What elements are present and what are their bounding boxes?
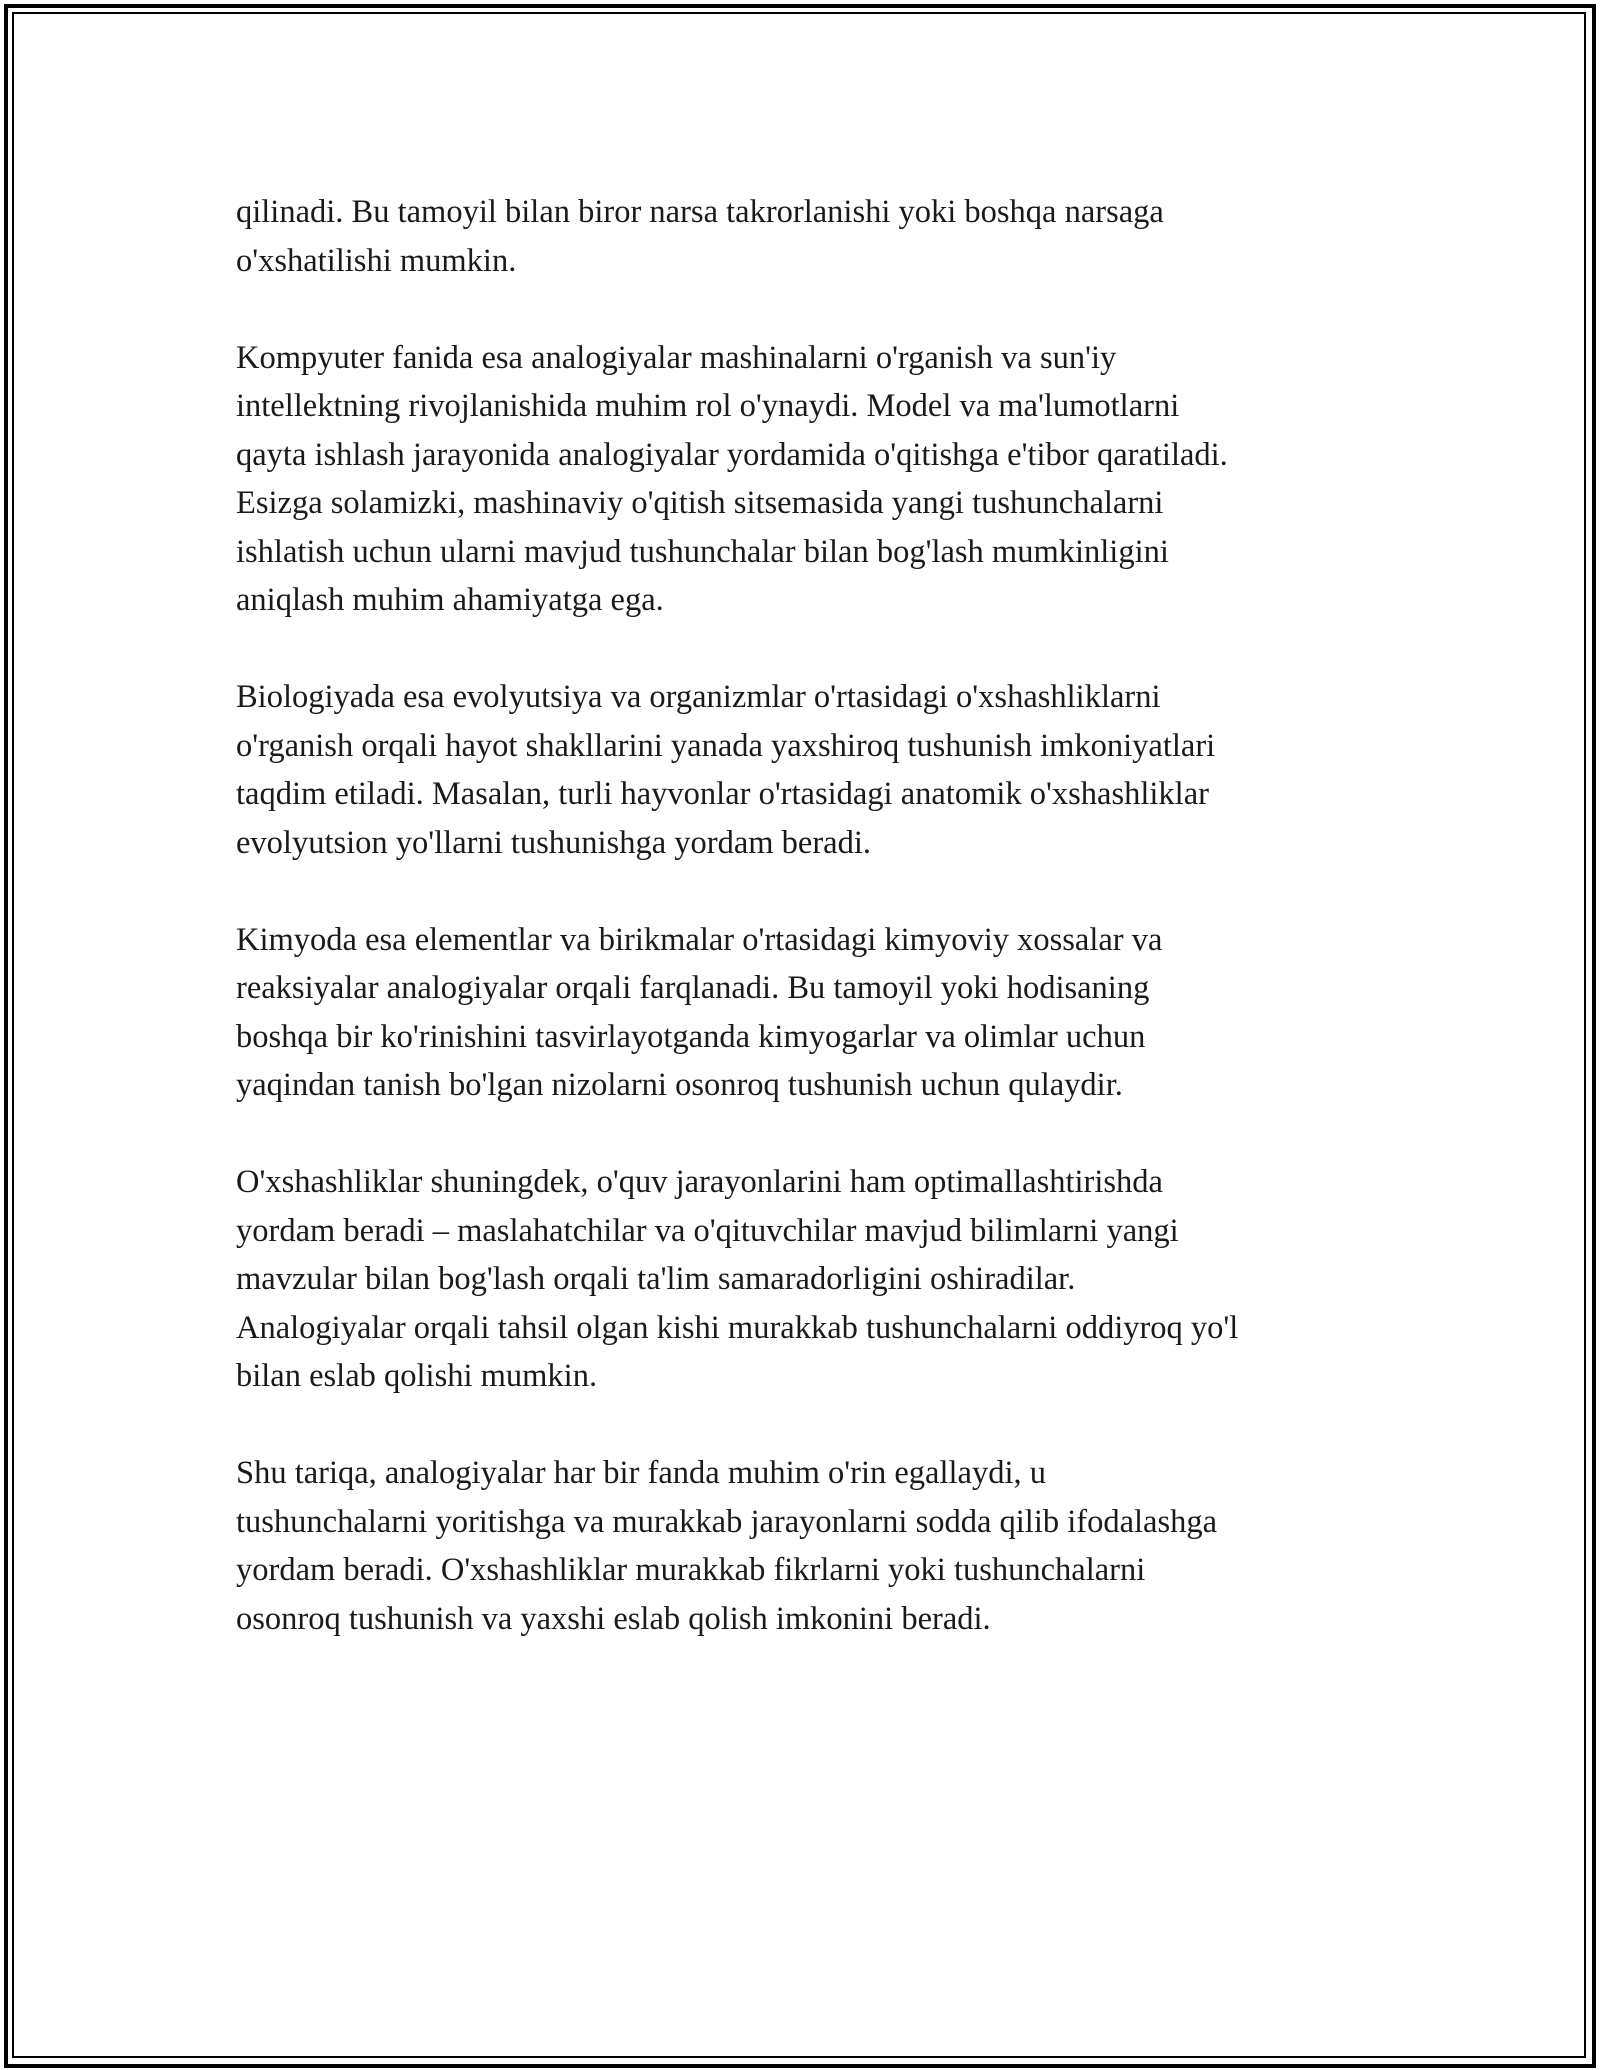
paragraph-4: Kimyoda esa elementlar va birikmalar o'rtasidagi kimyoviy xossalar va reaksiyalar analogiyalar orqali farqlanadi. Bu tamoyil yoki hodisaning boshqa bir ko'rinishini tasvirlayotganda kimyogarlar va olimlar uchun yaqindan tanish bo'lgan nizolarni osonroq tushunish uchun qulaydir.: [236, 921, 1163, 1103]
document-body: [236, 188, 1396, 1692]
paragraph-3: Biologiyada esa evolyutsiya va organizmlar o'rtasidagi o'xshashliklarni o'rganish orqali hayot shakllarini yanada yaxshiroq tushunish imkoniyatlari taqdim etiladi. Masalan, turli hayvonlar o'rtasidagi anatomik o'xshashliklar evolyutsion yo'llarni tushunishga yordam beradi.: [236, 679, 1216, 861]
paragraph-1: qilinadi. Bu tamoyil bilan biror narsa takrorlanishi yoki boshqa narsaga o'xshatilishi mumkin.: [236, 194, 1164, 279]
paragraph-2: Kompyuter fanida esa analogiyalar mashinalarni o'rganish va sun'iy intellektning rivojlanishida muhim rol o'ynaydi. Model va ma'lumotlarni qayta ishlash jarayonida analogiyalar yordamida o'qitishga e'tibor qaratiladi. Esizga solamizki, mashinaviy o'qitish sitsemasida yangi tushunchalarni ishlatish uchun ularni mavjud tushunchalar bilan bog'lash mumkinligini aniqlash muhim ahamiyatga ega.: [236, 339, 1228, 618]
paragraph-6: Shu tariqa, analogiyalar har bir fanda muhim o'rin egallaydi, u tushunchalarni yoritishga va murakkab jarayonlarni sodda qilib ifodalashga yordam beradi. O'xshashliklar murakkab fikrlarni yoki tushunchalarni osonroq tushunish va yaxshi eslab qolish imkonini beradi.: [236, 1455, 1218, 1637]
paragraph-5: O'xshashliklar shuningdek, o'quv jarayonlarini ham optimallashtirishda yordam beradi – maslahatchilar va o'qituvchilar mavjud bilimlarni yangi mavzular bilan bog'lash orqali ta'lim samaradorligini oshiradilar. Analogiyalar orqali tahsil olgan kishi murakkab tushunchalarni oddiyroq yo'l bilan eslab qolishi mumkin.: [236, 1164, 1239, 1394]
